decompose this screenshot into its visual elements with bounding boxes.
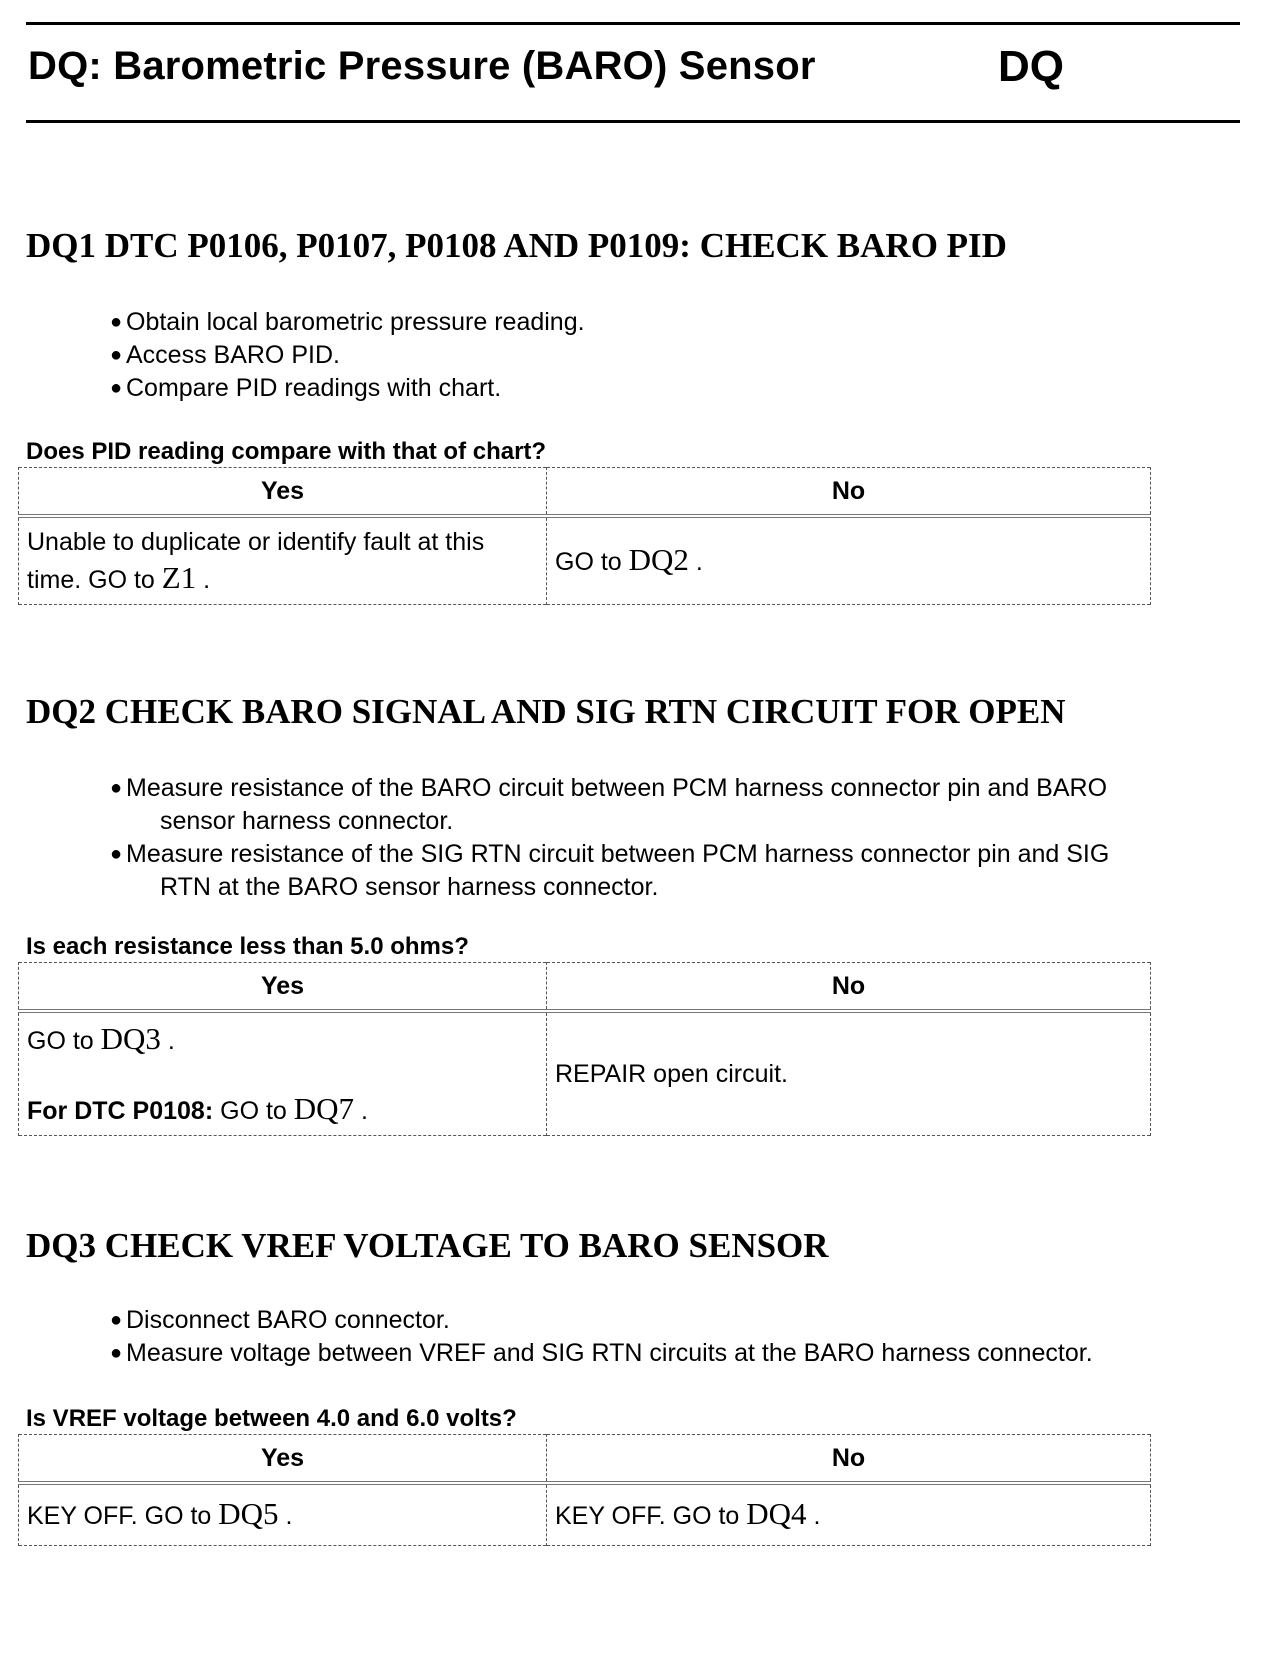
step-dq3-instructions (110, 1304, 1240, 1370)
section-code: DQ (998, 42, 1064, 91)
yes-header: Yes (19, 468, 547, 517)
step-dq3-question: Is VREF voltage between 4.0 and 6.0 volts? (26, 1405, 517, 1432)
no-cell: KEY OFF. GO to DQ4 . (547, 1483, 1151, 1545)
yes-cell: KEY OFF. GO to DQ5 . (19, 1483, 547, 1545)
goto-link-dq3[interactable]: DQ3 (100, 1021, 161, 1056)
yes-header: Yes (19, 1435, 547, 1484)
step-dq2-result-table (18, 962, 1151, 1136)
step-dq3-result-table (18, 1434, 1151, 1546)
step-dq2-question: Is each resistance less than 5.0 ohms? (26, 933, 469, 960)
step-dq1-question: Does PID reading compare with that of chart? (26, 438, 547, 465)
goto-link-dq4[interactable]: DQ4 (746, 1495, 807, 1531)
dtc-label: For DTC P0108: (27, 1097, 214, 1125)
bullet-icon: ● (110, 377, 123, 399)
instruction-item: ● Measure resistance of the BARO circuit between PCM harness connector pin and BARO sensor harness connector. (110, 774, 1108, 835)
bullet-icon: ● (110, 311, 123, 333)
yes-cell: GO to DQ3 . For DTC P0108: GO to DQ7 . (19, 1011, 547, 1136)
goto-link-z1[interactable]: Z1 (161, 560, 197, 595)
step-dq3-title: DQ3 CHECK VREF VOLTAGE TO BARO SENSOR (26, 1226, 829, 1265)
instruction-item: ● Measure resistance of the SIG RTN circuit between PCM harness connector pin and SIG RTN at the BARO sensor harness connector. (110, 840, 1110, 901)
no-cell: REPAIR open circuit. (547, 1011, 1151, 1136)
goto-link-dq2[interactable]: DQ2 (628, 542, 689, 577)
instruction-item: ● Disconnect BARO connector. (110, 1304, 1240, 1337)
goto-link-dq7[interactable]: DQ7 (293, 1091, 355, 1126)
bullet-icon: ● (110, 843, 123, 865)
header-bottom-rule (26, 120, 1240, 123)
no-header: No (547, 468, 1151, 517)
goto-link-dq5[interactable]: DQ5 (218, 1495, 279, 1531)
step-dq2-instructions (110, 772, 1240, 904)
no-cell: GO to DQ2 . (547, 516, 1151, 605)
bullet-icon: ● (110, 1309, 123, 1331)
header-top-rule (26, 22, 1240, 25)
step-dq1-title: DQ1 DTC P0106, P0107, P0108 AND P0109: CHECK BARO PID (26, 226, 1007, 265)
bullet-icon: ● (110, 1342, 123, 1364)
no-header: No (547, 1435, 1151, 1484)
page-title: DQ: Barometric Pressure (BARO) Sensor (28, 44, 816, 88)
step-dq2-title: DQ2 CHECK BARO SIGNAL AND SIG RTN CIRCUIT FOR OPEN (26, 692, 1066, 731)
instruction-item: ● Obtain local barometric pressure reading. (110, 306, 1240, 339)
instruction-item: ● Access BARO PID. (110, 339, 1240, 372)
no-header: No (547, 963, 1151, 1012)
bullet-icon: ● (110, 344, 123, 366)
step-dq1-result-table (18, 467, 1151, 605)
bullet-icon: ● (110, 777, 123, 799)
yes-header: Yes (19, 963, 547, 1012)
instruction-item: ● Measure voltage between VREF and SIG RTN circuits at the BARO harness connector. (110, 1337, 1240, 1370)
step-dq1-instructions (110, 306, 1240, 405)
instruction-item: ● Compare PID readings with chart. (110, 372, 1240, 405)
yes-cell: Unable to duplicate or identify fault at this time. GO to Z1 . (19, 516, 547, 605)
